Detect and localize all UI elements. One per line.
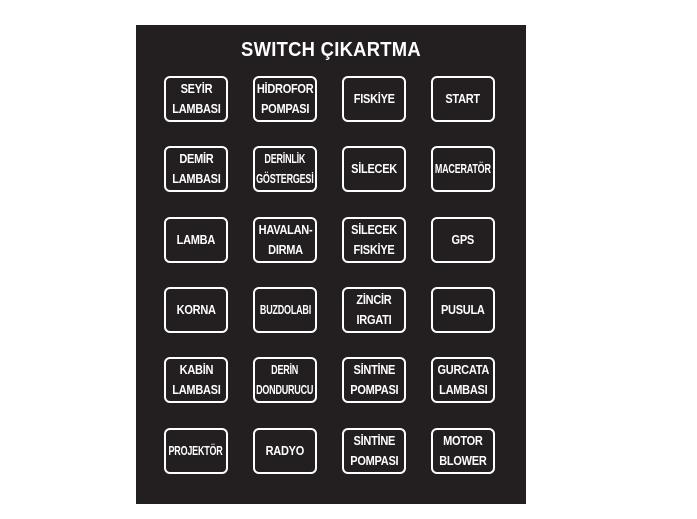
switch-label-text: RADYO xyxy=(265,444,305,458)
switch-label-text: MACERATÖR xyxy=(435,162,491,176)
switch-label xyxy=(342,76,406,122)
switch-label xyxy=(164,217,228,263)
switch-label xyxy=(342,428,406,474)
switch-label-text: PUSULA xyxy=(441,303,485,317)
switch-label xyxy=(342,287,406,333)
switch-label-text: FISKİYE xyxy=(353,92,395,106)
switch-label-text: PROJEKTÖR xyxy=(168,444,224,458)
switch-label xyxy=(164,428,228,474)
switch-label-text: SİLECEK xyxy=(351,162,397,176)
switch-label xyxy=(431,428,495,474)
switch-label xyxy=(431,287,495,333)
switch-label xyxy=(253,357,317,403)
switch-label xyxy=(431,357,495,403)
switch-label xyxy=(253,428,317,474)
switch-label-text: DERİNLİK GÖSTERGESİ xyxy=(256,152,314,186)
switch-label-text: SİNTİNE POMPASI xyxy=(349,363,399,397)
switch-label-text: SİNTİNE POMPASI xyxy=(349,434,399,468)
switch-label xyxy=(253,76,317,122)
switch-label-text: LAMBA xyxy=(176,233,216,247)
switch-label-text: HİDROFOR POMPASI xyxy=(256,82,314,116)
switch-label xyxy=(253,146,317,192)
switch-label xyxy=(164,76,228,122)
switch-label xyxy=(431,76,495,122)
switch-label-text: DERİN DONDURUCU xyxy=(256,363,314,397)
sheet-title: SWITCH ÇIKARTMA xyxy=(241,39,421,61)
switch-label-text: SEYİR LAMBASI xyxy=(171,82,221,116)
switch-label xyxy=(431,217,495,263)
switch-label-text: KORNA xyxy=(176,303,216,317)
switch-label-text: ZİNCİR IRGATI xyxy=(356,293,392,327)
switch-label xyxy=(253,217,317,263)
switch-label-text: HAVALAN- DIRMA xyxy=(258,223,312,257)
switch-label-text: BUZDOLABI xyxy=(259,303,311,317)
switch-label-text: MOTOR BLOWER xyxy=(439,434,487,468)
switch-label xyxy=(164,146,228,192)
switch-label xyxy=(431,146,495,192)
switch-label-text: GPS xyxy=(451,233,475,247)
switch-label xyxy=(164,357,228,403)
label-grid xyxy=(136,25,526,504)
switch-label xyxy=(342,146,406,192)
switch-label-text: DEMİR LAMBASI xyxy=(171,152,221,186)
switch-label xyxy=(253,287,317,333)
switch-label-text: GURCATA LAMBASI xyxy=(437,363,489,397)
switch-label-text: START xyxy=(445,92,481,106)
switch-label xyxy=(342,357,406,403)
switch-label xyxy=(164,287,228,333)
switch-label-text: KABİN LAMBASI xyxy=(171,363,221,397)
switch-label-text: SİLECEK FISKİYE xyxy=(351,223,397,257)
switch-label xyxy=(342,217,406,263)
switch-sticker-sheet xyxy=(136,25,526,504)
